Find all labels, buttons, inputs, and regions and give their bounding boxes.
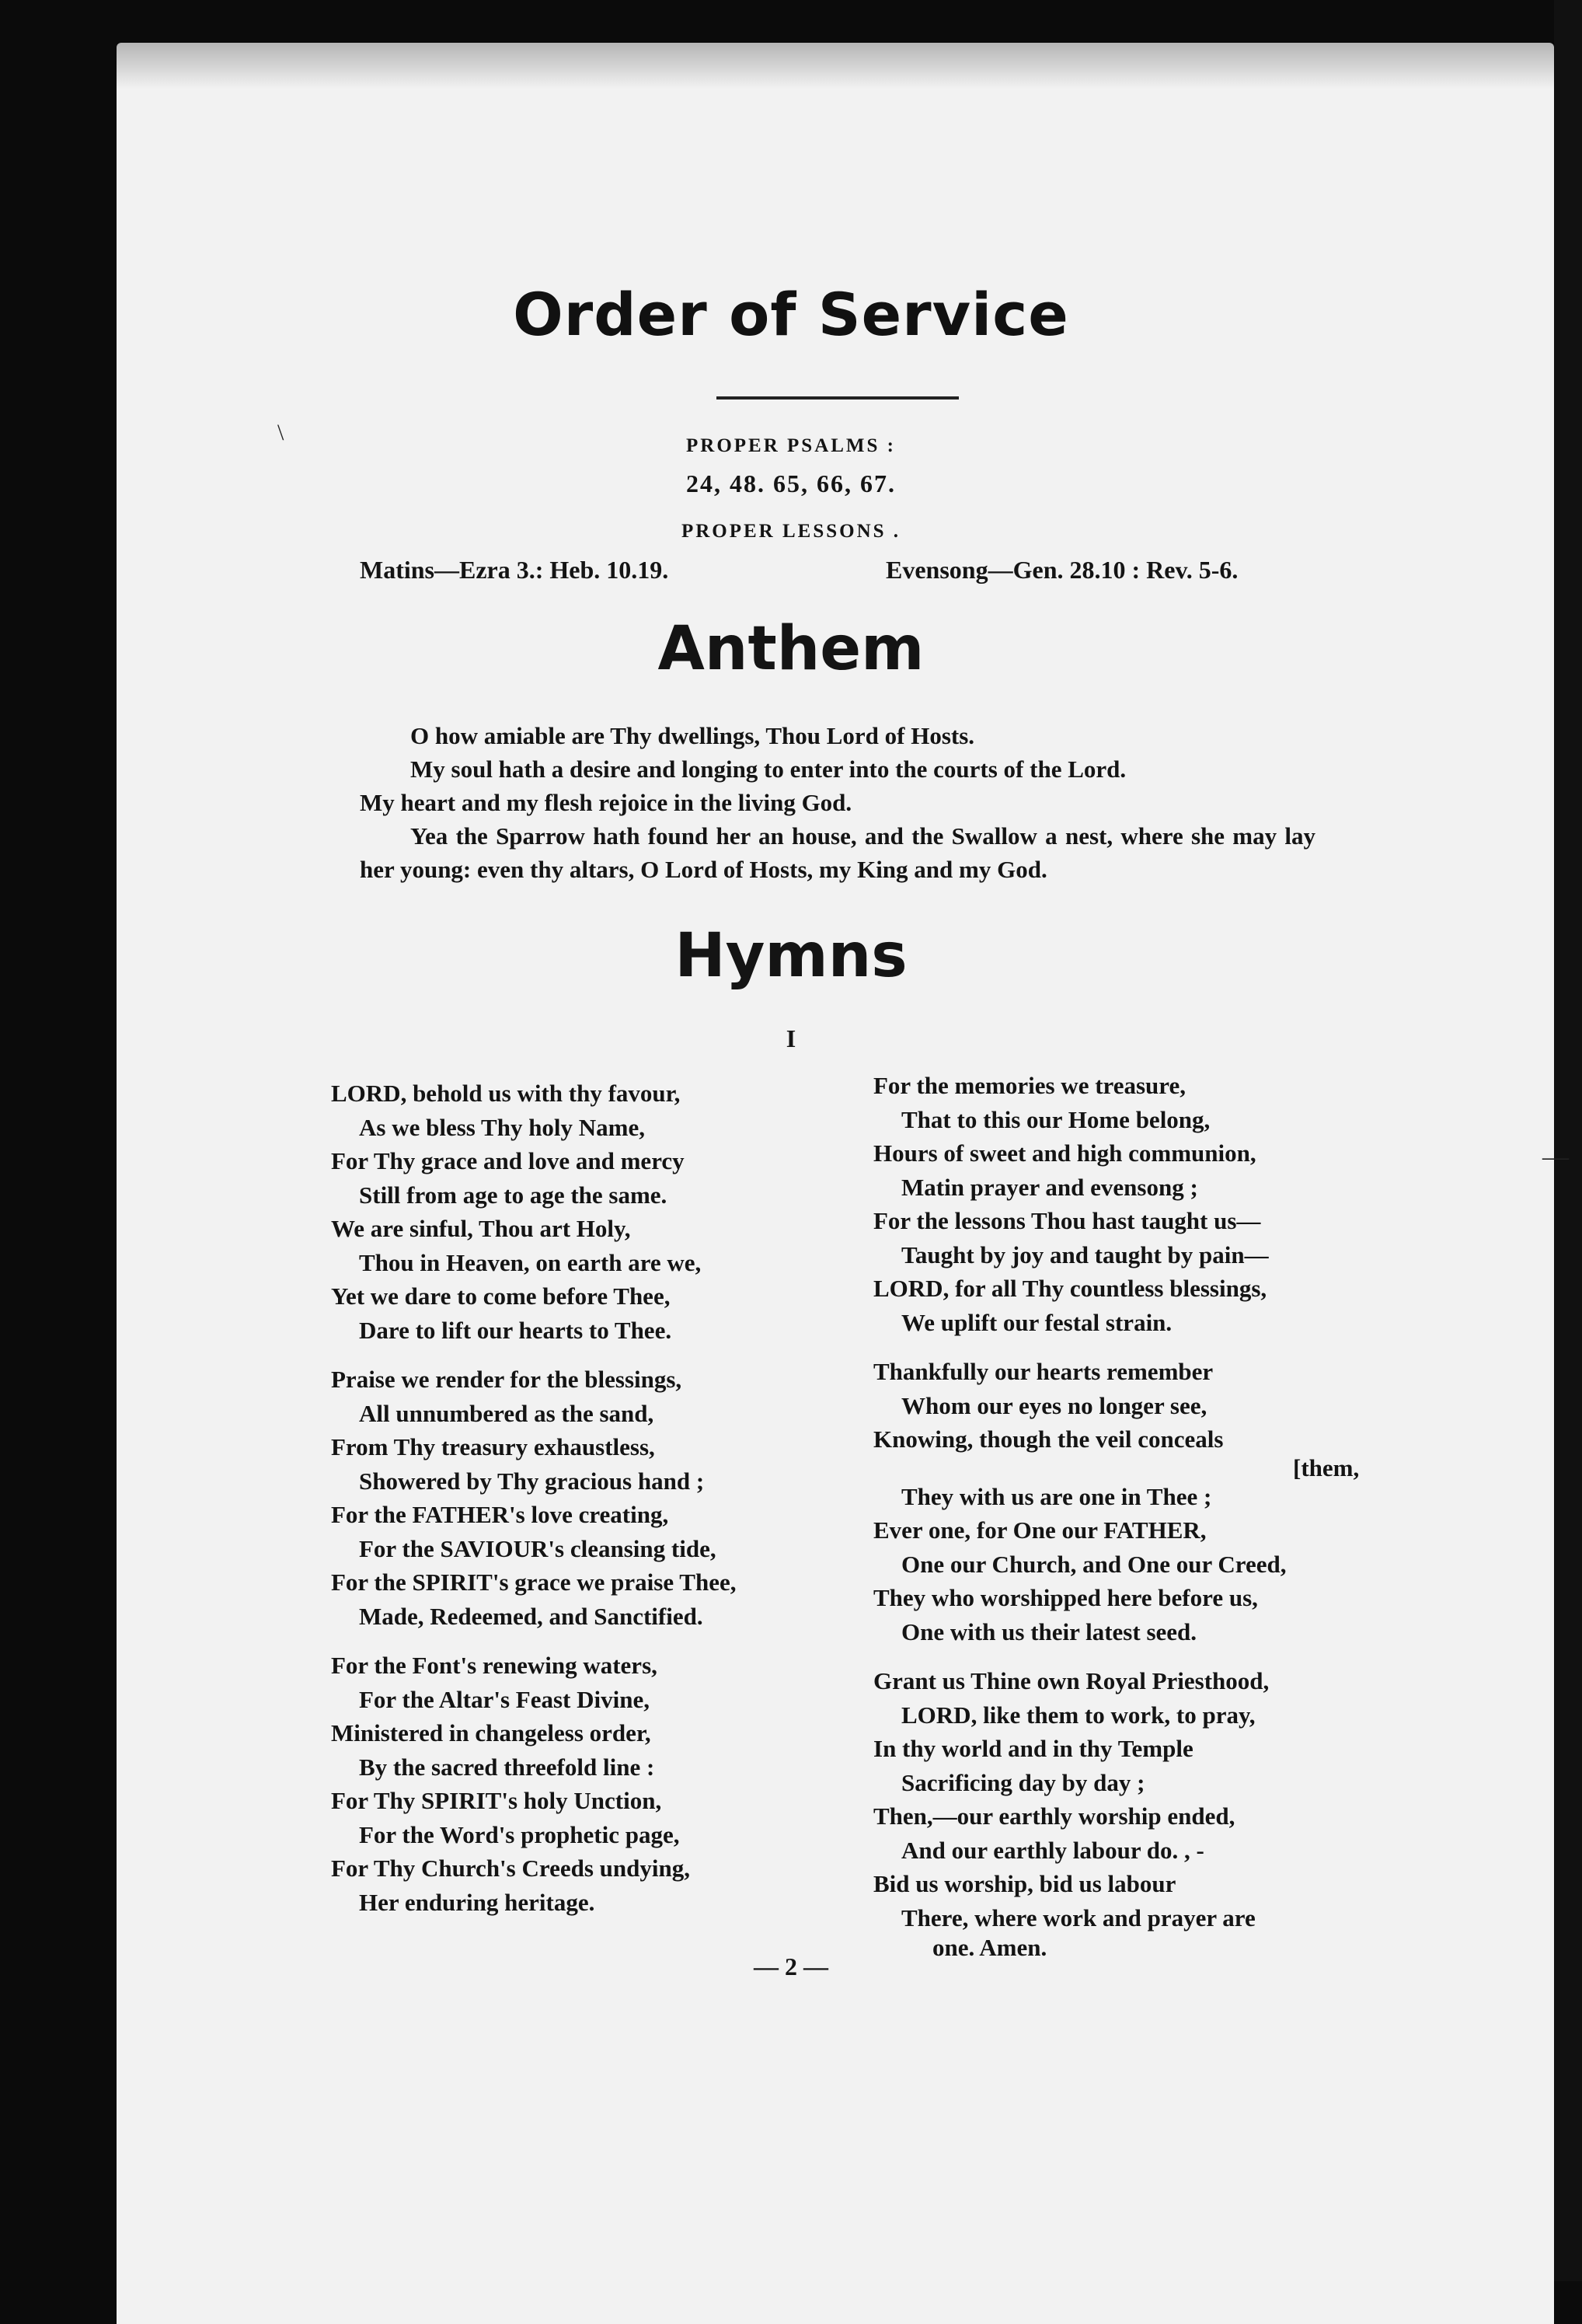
verse-line: In thy world and in thy Temple (873, 1735, 1193, 1762)
verse-line: Ever one, for One our FATHER, (873, 1516, 1207, 1544)
anthem-heading: Anthem (657, 614, 925, 684)
verse-line: One our Church, and One our Creed, (901, 1550, 1287, 1578)
verse-line: Matin prayer and evensong ; (901, 1173, 1198, 1201)
verse-line: Praise we render for the blessings, (331, 1366, 682, 1393)
anthem-line: O how amiable are Thy dwellings, Thou Lord of Hosts. (410, 722, 975, 749)
stanza (873, 1355, 1402, 1649)
matins-lessons: Matins—Ezra 3.: Heb. 10.19. (360, 556, 669, 584)
verse-line: For the SAVIOUR's cleansing tide, (359, 1534, 716, 1562)
verse-line: That to this our Home belong, (901, 1105, 1211, 1133)
verse-line: They who worshipped here before us, (873, 1584, 1258, 1611)
verse-line: LORD, for all Thy countless blessings, (873, 1275, 1267, 1302)
anthem-text (360, 719, 1315, 886)
verse-line: LORD, like them to work, to pray, (901, 1701, 1256, 1729)
verse-line-overflow: [them, (1293, 1453, 1360, 1481)
stanza (873, 1664, 1402, 1961)
verse-line: For Thy Church's Creeds undying, (331, 1855, 690, 1882)
verse-line: For the Altar's Feast Divine, (359, 1685, 650, 1713)
verse-line: For the Word's prophetic page, (359, 1820, 680, 1848)
proper-psalms-heading: PROPER PSALMS : (686, 435, 896, 456)
verse-line: Taught by joy and taught by pain— (901, 1241, 1269, 1268)
verse-line: For Thy SPIRIT's holy Unction, (331, 1787, 662, 1814)
hymn-number: I (786, 1024, 796, 1052)
hymn-left-column (331, 1077, 844, 1935)
psalm-numbers: 24, 48. 65, 66, 67. (686, 469, 896, 497)
scan-speck: \ (277, 420, 284, 445)
verse-line: Knowing, though the veil conceals (873, 1425, 1224, 1453)
verse-line: We are sinful, Thou art Holy, (331, 1215, 631, 1242)
verse-line: For the memories we treasure, (873, 1072, 1186, 1099)
verse-line: For the lessons Thou hast taught us— (873, 1207, 1261, 1234)
proper-lessons-heading: PROPER LESSONS . (681, 521, 901, 542)
verse-line: There, where work and prayer are (901, 1904, 1256, 1931)
page-number: — 2 — (754, 1952, 828, 1980)
verse-line: LORD, behold us with thy favour, (331, 1080, 681, 1107)
hymn-right-column (873, 1069, 1402, 1977)
verse-line: Grant us Thine own Royal Priesthood, (873, 1667, 1270, 1694)
verse-line: From Thy treasury exhaustless, (331, 1433, 655, 1460)
verse-line: As we bless Thy holy Name, (359, 1113, 646, 1141)
evensong-lessons: Evensong—Gen. 28.10 : Rev. 5-6. (886, 556, 1239, 584)
stanza (873, 1069, 1402, 1339)
verse-line: Thankfully our hearts remember (873, 1358, 1214, 1385)
verse-line: For the FATHER's love creating, (331, 1501, 669, 1528)
verse-line: And our earthly labour do. , - (901, 1836, 1204, 1864)
anthem-line: My heart and my flesh rejoice in the living God. (360, 789, 852, 816)
anthem-line: Yea the Sparrow hath found her an house, and the Swallow a nest, where she may lay her young: even thy altars, O Lord of Hosts, my King and my God. (360, 822, 1315, 883)
verse-line: All unnumbered as the sand, (359, 1399, 654, 1427)
scan-speck: — (1542, 1143, 1569, 1171)
verse-line: For Thy grace and love and mercy (331, 1147, 685, 1174)
verse-line: one. Amen. (932, 1934, 1047, 1961)
anthem-line: My soul hath a desire and longing to enter into the courts of the Lord. (410, 755, 1127, 783)
stanza (331, 1649, 844, 1919)
verse-line: By the sacred threefold line : (359, 1753, 655, 1781)
stanza (331, 1363, 844, 1633)
title-rule (716, 396, 959, 400)
verse-line: Her enduring heritage. (359, 1888, 595, 1916)
verse-line: They with us are one in Thee ; (901, 1482, 1212, 1510)
verse-line: Then,—our earthly worship ended, (873, 1802, 1235, 1830)
verse-line: Ministered in changeless order, (331, 1719, 651, 1746)
hymns-heading: Hymns (674, 921, 908, 991)
verse-line: Thou in Heaven, on earth are we, (359, 1248, 702, 1276)
verse-line: Yet we dare to come before Thee, (331, 1282, 671, 1310)
verse-line: Still from age to age the same. (359, 1181, 667, 1209)
verse-line: One with us their latest seed. (901, 1617, 1197, 1645)
verse-line: Bid us worship, bid us labour (873, 1870, 1176, 1897)
verse-line: For the SPIRIT's grace we praise Thee, (331, 1569, 737, 1596)
verse-line: Dare to lift our hearts to Thee. (359, 1316, 672, 1344)
verse-line: Showered by Thy gracious hand ; (359, 1467, 705, 1495)
verse-line: Whom our eyes no longer see, (901, 1391, 1207, 1419)
verse-line: We uplift our festal strain. (901, 1308, 1173, 1336)
verse-line: Hours of sweet and high communion, (873, 1139, 1256, 1167)
verse-line: For the Font's renewing waters, (331, 1652, 657, 1679)
page-title: Order of Service (513, 280, 1069, 349)
verse-line: Sacrificing day by day ; (901, 1768, 1145, 1796)
stanza (331, 1077, 844, 1347)
verse-line: Made, Redeemed, and Sanctified. (359, 1602, 703, 1630)
